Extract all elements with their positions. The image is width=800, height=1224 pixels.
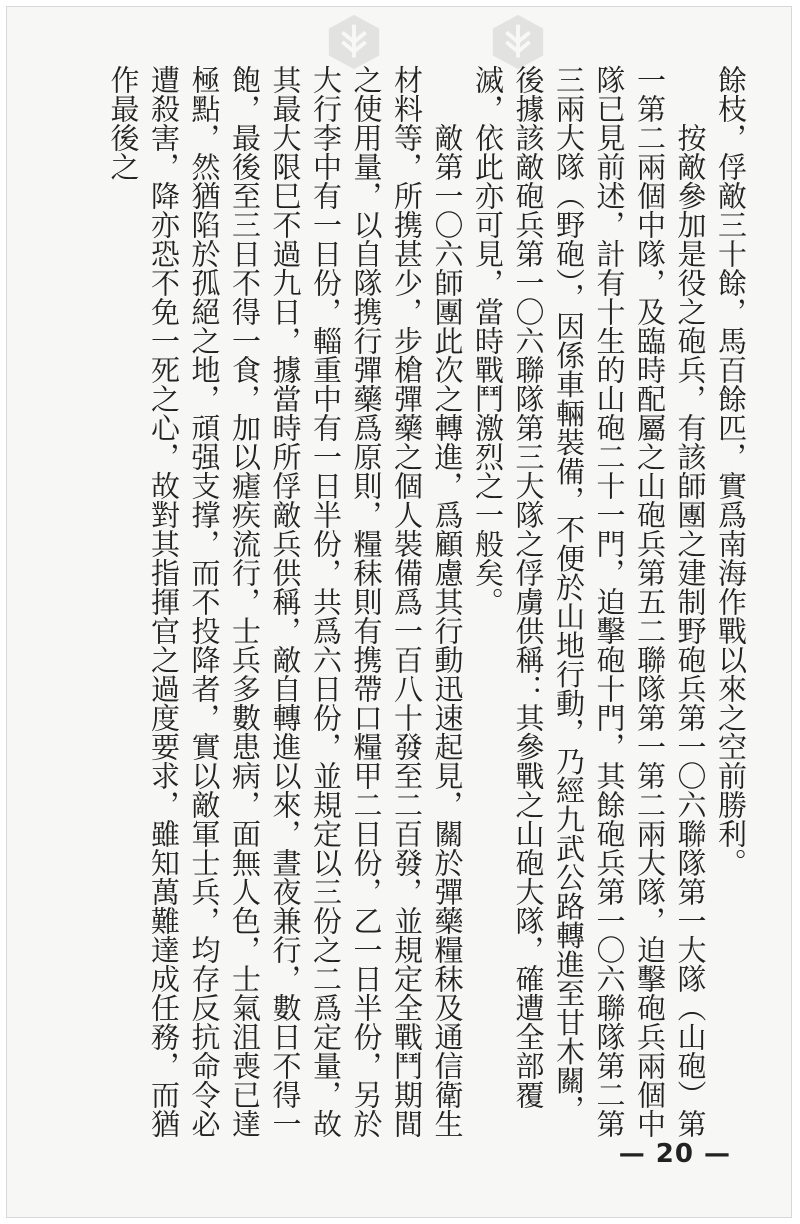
paragraph-continuation: 餘枝，俘敵三十餘，馬百餘匹，實爲南海作戰以來之空前勝利。 (714, 65, 748, 877)
library-seal-icon (325, 13, 383, 71)
paragraph-supplies: 敵第一〇六師團此次之轉進，爲顧慮其行動迅速起見，關於彈藥糧秣及通信衛生材料等，所携甚少，步槍彈藥之個人裝備爲一百八十發至二百發，並規定全戰鬥期間之使用量，以自隊携行彈藥爲原則，糧秣則有携帶口糧甲二日份，乙一日半份，另於大行李中有一日份，輜重中有一日半份，共爲六日份，並規定以三份之二爲定量，故其最大限巳不過九日，據當時所俘敵兵供稱，敵自轉進以來，晝夜兼行，數日不得一飽，最後至三日不得一食，加以瘧疾流行，士兵多數患病，面無人色，士氣沮喪已達極點，然猶陷於孤絕之地，頑强支撑，而不投降者，實以敵軍士兵，均存反抗命令必遭殺害，降亦恐不免一死之心，故對其指揮官之過度要求，雖知萬難達成任務，而猶作最後之 (106, 65, 465, 1138)
vertical-body-text (51, 65, 751, 1145)
library-seal-icon (489, 13, 547, 71)
page-number: — 20 — (618, 1139, 731, 1169)
paragraph-artillery: 按敵參加是役之砲兵，有該師團之建制野砲兵第一〇六聯隊第一大隊（山砲）第一第二兩個中隊，及臨時配屬之山砲兵第五二聯隊第一第二兩大隊，迫擊砲兵兩個中隊已見前述，計有十生的山砲二十一門，迫擊砲十門，其餘砲兵第一〇六聯隊第二第三兩大隊（野砲），因係車輛裝備，不便於山地行動，乃經九武公路轉進至甘木關，後據該敵砲兵第一〇六聯隊第三大隊之俘虜供稱：其參戰之山砲大隊，確遭全部覆滅，依此亦可見，當時戰鬥激烈之一般矣。 (471, 65, 708, 1138)
document-page (6, 6, 792, 1218)
